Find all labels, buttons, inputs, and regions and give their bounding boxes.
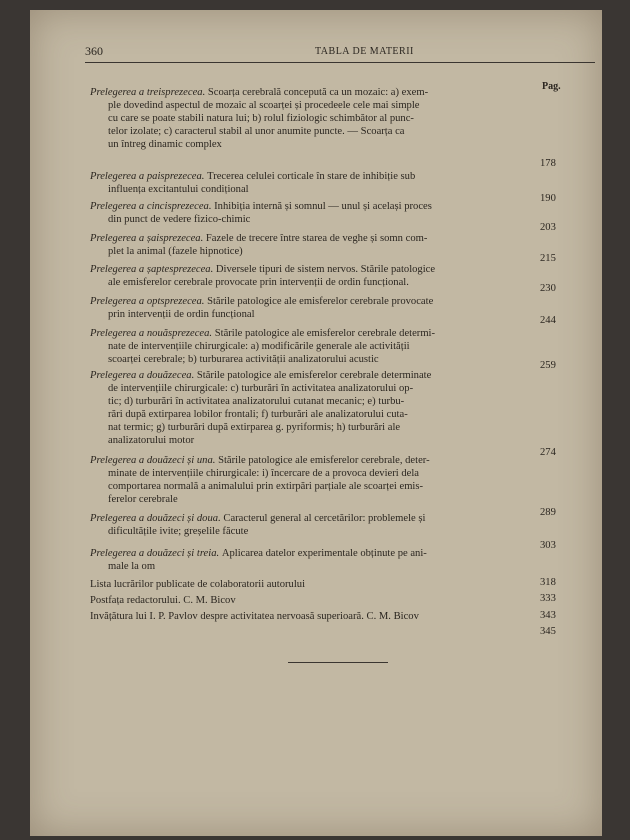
toc-entry-text: scoarței cerebrale; b) turburarea activității analizatorului acustic: [108, 354, 379, 365]
toc-entry: [90, 369, 530, 447]
toc-page-number: 303: [540, 540, 556, 551]
toc-entry-text: Scoarța cerebrală concepută ca un mozaic: a) exem-: [207, 87, 429, 98]
toc-entry-text: Lista lucrărilor publicate de colaboratorii autorului: [90, 579, 306, 590]
toc-page-number: 203: [540, 222, 556, 233]
running-header: [85, 44, 595, 63]
toc-entry-text: comportarea normală a animalului prin extirpări parțiale ale scoarței emis-: [108, 481, 424, 492]
toc-entry-text: ferelor cerebrale: [108, 494, 178, 505]
toc-entry: [90, 578, 530, 591]
toc-entry-text: cu care se poate stabili natura lui; b) rolul fiziologic schimbător al punc-: [108, 113, 414, 124]
toc-entry-lead: Prelegerea a șaptesprezecea.: [90, 264, 216, 275]
end-rule: [288, 662, 388, 663]
toc-entry-text: Diversele tipuri de sistem nervos. Stările patologice: [215, 264, 436, 275]
toc-entry: [90, 295, 530, 321]
toc-entry: [90, 263, 530, 289]
toc-entry-lead: Prelegerea a nouăsprezecea.: [90, 328, 215, 339]
toc-entry-text: rări după extirparea lobilor frontali; f) turburări ale analizatorului cuta-: [108, 409, 408, 420]
toc-page-number: 230: [540, 283, 556, 294]
toc-entry-text: Fazele de trecere între starea de veghe și somn com-: [205, 233, 428, 244]
toc-entry-text: nate de intervențiile chirurgicale: a) modificările generale ale activității: [108, 341, 410, 352]
toc-entry-text: de intervențiile chirurgicale: c) turburări în activitatea analizatorului op-: [108, 383, 414, 394]
toc-entry-text: plet la animal (fazele hipnotice): [108, 246, 243, 257]
header-page-number: 360: [85, 44, 103, 58]
toc-entry-text: Stările patologice ale emisferelor cerebrale, deter-: [218, 455, 430, 466]
toc-entry: [90, 200, 530, 226]
toc-entry: [90, 327, 530, 366]
toc-entry-lead: Prelegerea a treisprezecea.: [90, 87, 208, 98]
toc-entry-text: un întreg dinamic complex: [108, 139, 222, 150]
toc-entry-lead: Prelegerea a douăzeci și treia.: [90, 548, 222, 559]
toc-entry: [90, 232, 530, 258]
toc-entry: [90, 512, 530, 538]
toc-entry-text: Postfața redactorului. C. M. Bicov: [90, 595, 236, 606]
toc-entry-text: Caracterul general al cercetărilor: problemele și: [223, 513, 426, 524]
toc-entry-text: dificultățile ivite; greșelile făcute: [108, 526, 249, 537]
toc-entry: [90, 454, 530, 506]
toc-entry-text: Stările patologice ale emisferelor cerebrale provocate: [207, 296, 434, 307]
toc-page-number: 274: [540, 447, 556, 458]
toc-entry-text: Trecerea celulei corticale în stare de inhibiție sub: [207, 171, 416, 182]
toc-entry-text: ale emisferelor cerebrale provocate prin intervenții de ordin funcțional.: [108, 277, 409, 288]
toc-entry: [90, 86, 530, 151]
toc-entry: [90, 594, 530, 607]
toc-page-number: 244: [540, 315, 556, 326]
toc-page-number: 345: [540, 626, 556, 637]
document-page: [30, 10, 602, 836]
toc-entry-text: din punct de vedere fizico-chimic: [108, 214, 251, 225]
toc-entry-text: telor izolate; c) caracterul stabil al unor anumite puncte. — Scoarța ca: [108, 126, 405, 137]
toc-entry-lead: Prelegerea a douăzecea.: [90, 370, 197, 381]
toc-entry-text: Stările patologice ale emisferelor cerebrale determi-: [214, 328, 436, 339]
toc-entry-text: influența excitantului condițional: [108, 184, 249, 195]
toc-entry-text: Inhibiția internă și somnul — unul și același proces: [214, 201, 432, 212]
toc-entry-text: ple dovedind aspectul de mozaic al scoarței și procedeele cele mai simple: [108, 100, 420, 111]
toc-entry: [90, 170, 530, 196]
toc-entry-text: Invățătura lui I. P. Pavlov despre activitatea nervoasă superioară. C. M. Bicov: [90, 611, 419, 622]
toc-page-number: 343: [540, 610, 556, 621]
toc-entry-lead: Prelegerea a paisprezecea.: [90, 171, 208, 182]
toc-entry-text: nat termic; g) turburări după extirparea g. pyriformis; h) turburări ale: [108, 422, 401, 433]
toc-entry-lead: Prelegerea a șaisprezecea.: [90, 233, 206, 244]
toc-entry: [90, 547, 530, 573]
toc-page-number: 215: [540, 253, 556, 264]
toc-entry-text: prin intervenții de ordin funcțional: [108, 309, 255, 320]
toc-entry-text: male la om: [108, 561, 156, 572]
toc-entry-text: analizatorului motor: [108, 435, 195, 446]
toc-entry: [90, 610, 530, 623]
toc-page-number: 178: [540, 158, 556, 169]
toc-entry-lead: Prelegerea a cincisprezecea.: [90, 201, 215, 212]
toc-entry-lead: Prelegerea a optsprezecea.: [90, 296, 208, 307]
toc-entry-text: Aplicarea datelor experimentale obținute pe ani-: [221, 548, 427, 559]
toc-page-number: 289: [540, 507, 556, 518]
toc-page-number: 259: [540, 360, 556, 371]
header-title: TABLA DE MATERII: [315, 46, 414, 57]
toc-page-number: 190: [540, 193, 556, 204]
pag-column-label: Pag.: [542, 81, 561, 92]
toc-entry-text: tic; d) turburări în activitatea analizatorului cutanat mecanic; e) turbu-: [108, 396, 405, 407]
toc-page-number: 333: [540, 593, 556, 604]
toc-entry-text: minate de intervențiile chirurgicale: i) încercare de a provoca devieri dela: [108, 468, 419, 479]
toc-entry-lead: Prelegerea a douăzeci și una.: [90, 455, 219, 466]
toc-page-number: 318: [540, 577, 556, 588]
toc-entry-text: Stările patologice ale emisferelor cerebrale determinate: [196, 370, 432, 381]
toc-entry-lead: Prelegerea a douăzeci și doua.: [90, 513, 224, 524]
